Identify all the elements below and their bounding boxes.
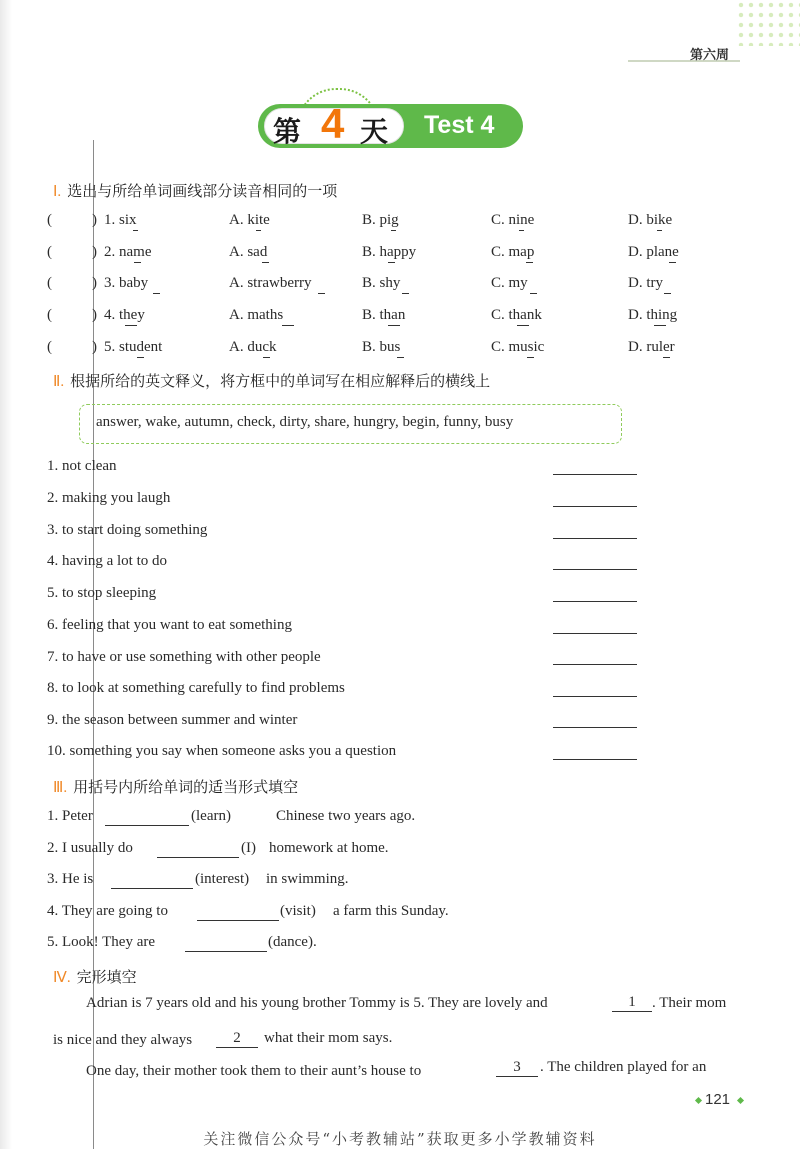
answer-line[interactable]: [553, 569, 637, 570]
fill-after: in swimming.: [266, 871, 349, 887]
cloze-line-1a: Adrian is 7 years old and his young brother Tommy is 5. They are lovely and: [86, 995, 548, 1011]
section-3-heading: 用括号内所给单词的适当形式填空: [73, 778, 299, 796]
day-prefix: 第: [273, 115, 302, 148]
fill-before: 1. Peter: [47, 808, 93, 824]
section-4-number: Ⅳ.: [53, 970, 71, 986]
answer-line[interactable]: [553, 727, 637, 728]
option-c: C. my: [491, 275, 528, 291]
answer-paren-open: (: [47, 275, 52, 291]
underline-mark: [519, 230, 524, 231]
underline-mark: [657, 230, 662, 231]
underline-mark: [669, 262, 676, 263]
answer-paren-close: ): [92, 339, 97, 355]
underline-mark: [256, 230, 261, 231]
underline-mark: [517, 325, 529, 326]
fill-blank[interactable]: [105, 825, 189, 826]
fill-after: Chinese two years ago.: [276, 808, 416, 824]
option-d: D. ruler: [628, 339, 675, 355]
cloze-line-2a: is nice and they always: [53, 1032, 193, 1048]
section-1-title: [53, 180, 337, 201]
underline-mark: [282, 325, 294, 326]
option-b: B. than: [362, 307, 406, 323]
underline-mark: [663, 357, 670, 358]
definition-item: 9. the season between summer and winter: [47, 712, 298, 728]
underline-mark: [530, 293, 537, 294]
option-c: C. nine: [491, 212, 535, 228]
page-dot-left: [695, 1097, 702, 1104]
fill-item-4: [47, 903, 449, 920]
section-1-heading: 选出与所给单词画线部分读音相同的一项: [67, 182, 338, 200]
underline-mark: [263, 357, 270, 358]
section-2-heading: 根据所给的英文释义，将方框中的单词写在相应解释后的横线上: [70, 372, 491, 390]
option-c: C. thank: [491, 307, 542, 323]
fill-hint: (visit): [280, 903, 316, 919]
fill-blank[interactable]: [111, 888, 193, 889]
underline-mark: [654, 325, 666, 326]
answer-paren-close: ): [92, 212, 97, 228]
answer-paren-open: (: [47, 339, 52, 355]
underline-mark: [133, 230, 138, 231]
answer-paren-close: ): [92, 307, 97, 323]
section-2-number: Ⅱ.: [53, 374, 65, 390]
definition-item: 3. to start doing something: [47, 522, 208, 538]
section-3-title: [53, 776, 298, 797]
definition-item: 1. not clean: [47, 458, 117, 474]
cloze-blank-3[interactable]: 3: [496, 1059, 538, 1077]
underline-mark: [527, 357, 534, 358]
footer-watermark: 关注微信公众号“小考教辅站”获取更多小学教辅资料: [203, 1130, 597, 1148]
option-a: A. kite: [229, 212, 270, 228]
option-d: D. thing: [628, 307, 678, 323]
fill-hint: (interest): [195, 871, 250, 887]
underline-mark: [388, 325, 400, 326]
corner-dot-decoration: [736, 0, 800, 46]
fill-before: 4. They are going to: [47, 903, 168, 919]
underline-mark: [134, 262, 141, 263]
answer-line[interactable]: [553, 506, 637, 507]
underline-mark: [153, 293, 160, 294]
definition-item: 4. having a lot to do: [47, 553, 167, 569]
cloze-blank-2[interactable]: 2: [216, 1030, 258, 1048]
option-c: C. music: [491, 339, 545, 355]
answer-line[interactable]: [553, 633, 637, 634]
option-c: C. map: [491, 244, 535, 260]
cloze-line-2b: what their mom says.: [264, 1030, 393, 1046]
answer-line[interactable]: [553, 601, 637, 602]
option-b: B. bus: [362, 339, 401, 355]
fill-blank[interactable]: [197, 920, 279, 921]
fill-before: 5. Look! They are: [47, 934, 156, 950]
fill-after: homework at home.: [269, 840, 389, 856]
fill-blank[interactable]: [185, 951, 267, 952]
option-d: D. try: [628, 275, 663, 291]
underline-mark: [388, 262, 395, 263]
page-dot-right: [737, 1097, 744, 1104]
fill-hint: (learn): [191, 808, 231, 824]
option-d: D. plane: [628, 244, 679, 260]
section-2-title: [53, 370, 490, 391]
day-number: 4: [321, 100, 345, 147]
underline-mark: [402, 293, 409, 294]
option-b: B. shy: [362, 275, 401, 291]
cloze-line-3a: One day, their mother took them to their aunt’s house to: [86, 1063, 422, 1079]
definition-item: 5. to stop sleeping: [47, 585, 157, 601]
question-word: 2. name: [104, 244, 152, 260]
option-b: B. happy: [362, 244, 417, 260]
section-4-heading: 完形填空: [76, 968, 137, 986]
fill-hint: (I): [241, 840, 256, 856]
question-word: 4. they: [104, 307, 145, 323]
definition-item: 6. feeling that you want to eat something: [47, 617, 292, 633]
answer-line[interactable]: [553, 759, 637, 760]
answer-paren-open: (: [47, 307, 52, 323]
option-a: A. duck: [229, 339, 277, 355]
definition-item: 7. to have or use something with other people: [47, 649, 321, 665]
week-label: 第六周: [690, 48, 730, 63]
underline-mark: [137, 357, 144, 358]
underline-mark: [664, 293, 671, 294]
answer-line[interactable]: [553, 538, 637, 539]
fill-blank[interactable]: [157, 857, 239, 858]
answer-paren-open: (: [47, 244, 52, 260]
page-number: 121: [705, 1091, 731, 1108]
underline-mark: [391, 230, 396, 231]
answer-paren-close: ): [92, 244, 97, 260]
cloze-blank-1[interactable]: 1: [612, 994, 652, 1012]
definition-item: 8. to look at something carefully to find problems: [47, 680, 345, 696]
section-3-number: Ⅲ.: [53, 780, 68, 796]
option-d: D. bike: [628, 212, 673, 228]
option-a: A. strawberry: [229, 275, 312, 291]
answer-line[interactable]: [553, 664, 637, 665]
question-word: 1. six: [104, 212, 137, 228]
cloze-line-1b: . Their mom: [652, 995, 727, 1011]
fill-before: 3. He is: [47, 871, 94, 887]
underline-mark: [397, 357, 404, 358]
fill-item-3: [47, 871, 349, 888]
definition-item: 10. something you say when someone asks you a question: [47, 743, 397, 759]
section-4-title: [53, 966, 137, 987]
underline-mark: [318, 293, 325, 294]
fill-hint: (dance).: [268, 934, 317, 950]
answer-paren-open: (: [47, 212, 52, 228]
test-label: Test 4: [424, 111, 495, 139]
cloze-line-3b: . The children played for an: [540, 1059, 707, 1075]
answer-paren-close: ): [92, 275, 97, 291]
option-a: A. sad: [229, 244, 268, 260]
fill-item-1: [47, 808, 416, 825]
fill-item-2: [47, 840, 389, 857]
question-word: 5. student: [104, 339, 163, 355]
underline-mark: [125, 325, 137, 326]
answer-line[interactable]: [553, 474, 637, 475]
underline-mark: [262, 262, 269, 263]
answer-line[interactable]: [553, 696, 637, 697]
option-a: A. maths: [229, 307, 284, 323]
option-b: B. pig: [362, 212, 399, 228]
fill-item-5: [47, 934, 317, 951]
day-suffix: 天: [360, 115, 389, 148]
word-bank-text: answer, wake, autumn, check, dirty, share, hungry, begin, funny, busy: [96, 414, 514, 430]
fill-after: a farm this Sunday.: [333, 903, 449, 919]
page-gutter-shadow: [0, 0, 12, 1149]
definition-item: 2. making you laugh: [47, 490, 171, 506]
question-word: 3. baby: [104, 275, 149, 291]
fill-before: 2. I usually do: [47, 840, 133, 856]
underline-mark: [526, 262, 533, 263]
section-1-number: Ⅰ.: [53, 184, 62, 200]
